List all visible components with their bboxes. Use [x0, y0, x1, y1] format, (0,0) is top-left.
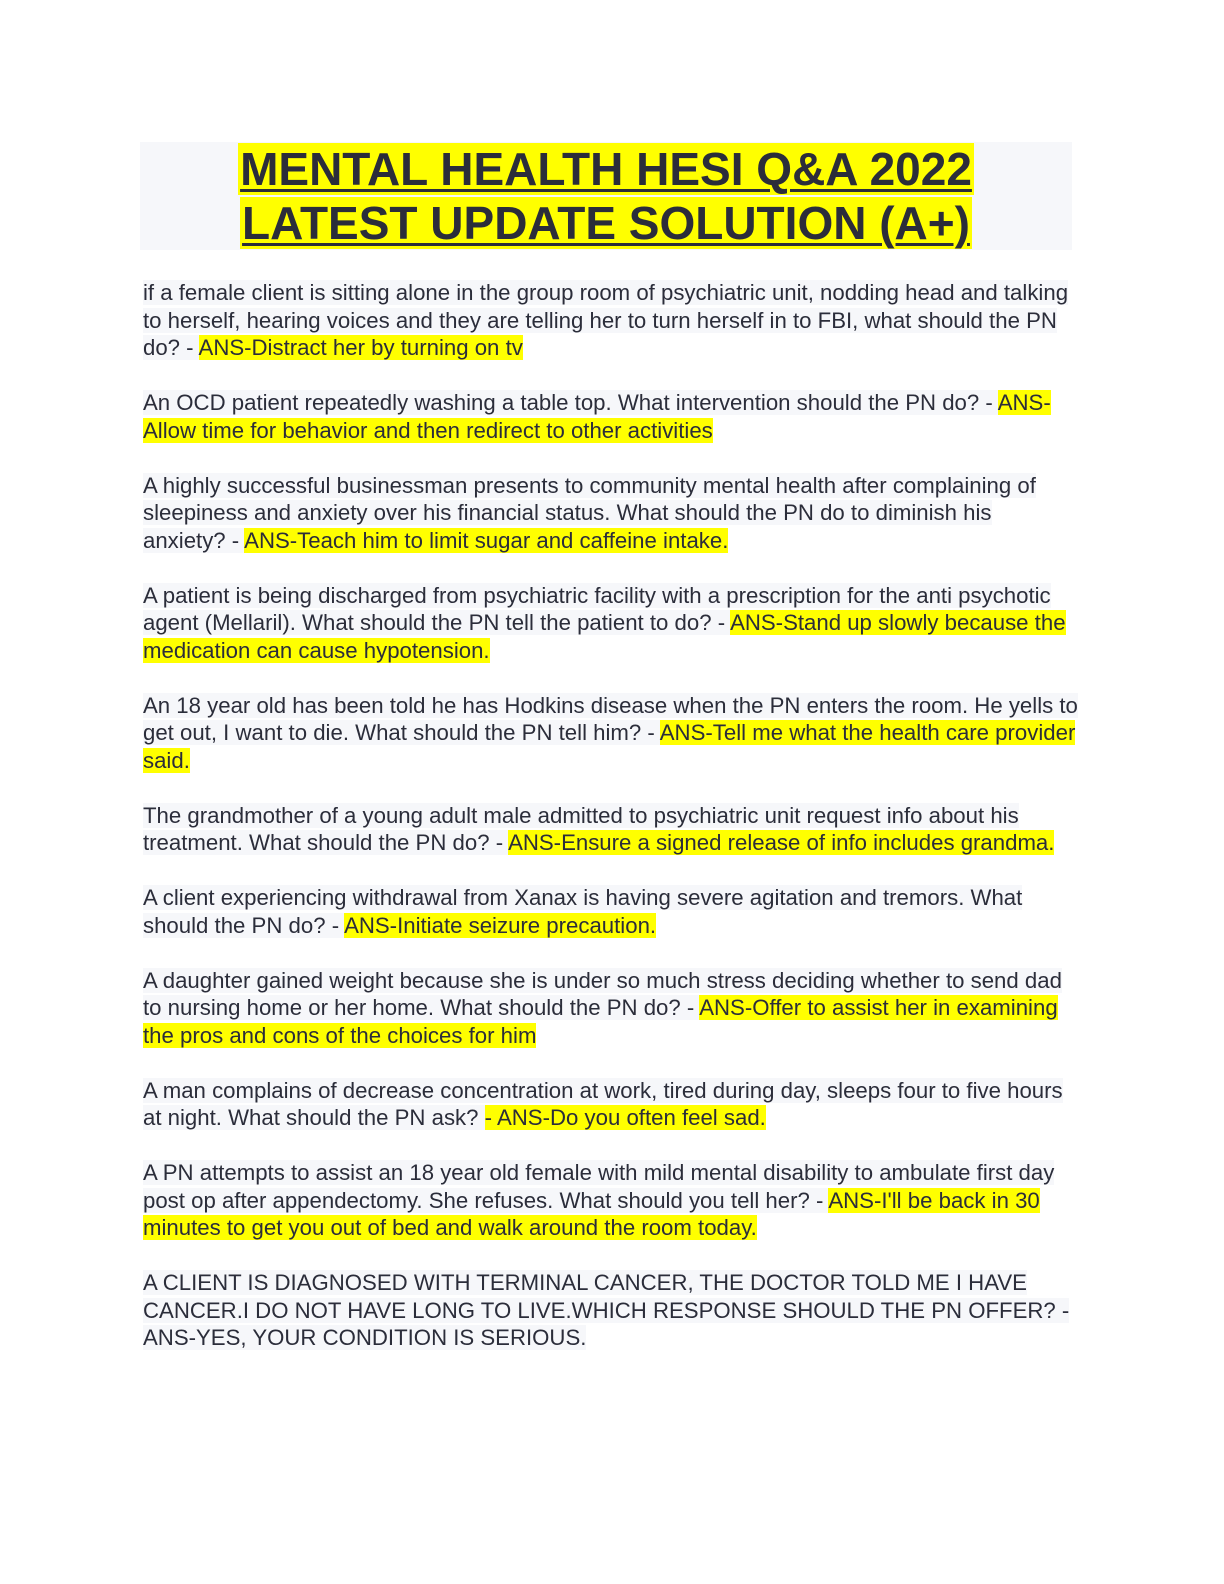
qa-item-8	[143, 967, 1078, 1050]
qa-item-7	[143, 884, 1078, 939]
qa-item-9	[143, 1077, 1078, 1132]
question-text: A CLIENT IS DIAGNOSED WITH TERMINAL CANCER, THE DOCTOR TOLD ME I HAVE CANCER.I DO NOT HAVE LONG TO LIVE.WHICH RESPONSE SHOULD THE PN OFFER? -	[143, 1270, 1070, 1323]
question-text: A client experiencing withdrawal from Xanax is having severe agitation and tremors. What should the PN do? -	[143, 885, 1023, 938]
question-text: A daughter gained weight because she is under so much stress deciding whether to send dad to nursing home or her home. What should the PN do? -	[143, 967, 1062, 1020]
qa-item-3	[143, 472, 1078, 555]
answer-text: ANS-Initiate seizure precaution.	[344, 912, 657, 938]
answer-text: ANS-Allow time for behavior and then redirect to other activities	[143, 390, 1051, 443]
answer-text: ANS-Offer to assist her in examining the pros and cons of the choices for him	[143, 995, 1058, 1048]
answer-text: ANS-Tell me what the health care provider said.	[143, 720, 1076, 773]
answer-text: ANS-Distract her by turning on tv	[198, 335, 523, 360]
title-line-2-text: LATEST UPDATE SOLUTION (A+)	[242, 197, 970, 249]
qa-item-5	[143, 692, 1078, 775]
qa-item-10	[143, 1159, 1078, 1242]
qa-list	[143, 279, 1078, 1379]
answer-text: ANS-Stand up slowly because the medication can cause hypotension.	[143, 610, 1066, 663]
qa-item-1	[143, 279, 1078, 362]
title-line-1-text: MENTAL HEALTH HESI Q&A 2022	[240, 143, 972, 195]
title-line-1	[140, 142, 1072, 196]
answer-text: ANS-Teach him to limit sugar and caffeine intake.	[244, 527, 729, 553]
answer-text: ANS-I'll be back in 30 minutes to get you out of bed and walk around the room today.	[143, 1187, 1040, 1240]
answer-text: ANS-Ensure a signed release of info includes grandma.	[508, 830, 1055, 855]
question-text: if a female client is sitting alone in the group room of psychiatric unit, nodding head and talking to herself, hearing voices and they are telling her to turn herself in to FBI, what should the PN do? -	[143, 280, 1069, 360]
title-line-2	[140, 196, 1072, 250]
question-text: A PN attempts to assist an 18 year old female with mild mental disability to ambulate first day post op after appendectomy. She refuses. What should you tell her? -	[143, 1160, 1055, 1213]
answer-text: - ANS-Do you often feel sad.	[484, 1105, 766, 1130]
question-text: The grandmother of a young adult male admitted to psychiatric unit request info about his treatment. What should the PN do? -	[143, 802, 1019, 855]
document-title	[140, 142, 1072, 250]
question-text: A man complains of decrease concentration at work, tired during day, sleeps four to five hours at night. What should the PN ask?	[143, 1077, 1063, 1130]
question-text: A highly successful businessman presents to community mental health after complaining of sleepiness and anxiety over his financial status. What should the PN do to diminish his anxiety? -	[143, 472, 1036, 553]
answer-text: ANS-YES, YOUR CONDITION IS SERIOUS.	[143, 1325, 587, 1350]
question-text: A patient is being discharged from psychiatric facility with a prescription for the anti psychotic agent (Mellaril). What should the PN tell the patient to do? -	[143, 582, 1051, 635]
qa-item-2	[143, 389, 1078, 444]
question-text: An 18 year old has been told he has Hodkins disease when the PN enters the room. He yells to get out, I want to die. What should the PN tell him? -	[143, 692, 1078, 745]
qa-item-11	[143, 1269, 1078, 1352]
question-text: An OCD patient repeatedly washing a table top. What intervention should the PN do? -	[143, 390, 998, 415]
qa-item-6	[143, 802, 1078, 857]
qa-item-4	[143, 582, 1078, 665]
